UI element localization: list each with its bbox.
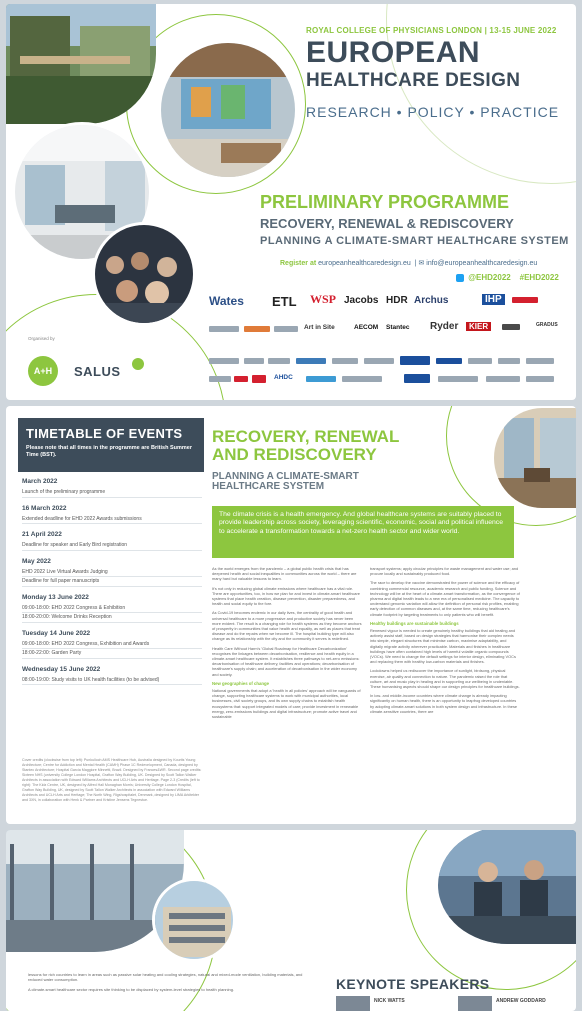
paragraph: The race to develop the vaccine demonstrated the power of science and the efficacy of combining commercial resource, academic research and public funding. Science and technology will be at the heart of a climate-smart transformation, as the convergence of pharma and digital health leads to a new era of personalised medicine. The capacity to understand genomic variation will allow the definition of personal risk profiles, enabling early detection of common diseases and, at the same time, reducing healthcare's climate footprint by targeting treatments to only patients who will benefit. <box>370 580 520 617</box>
speaker-photo <box>458 996 492 1011</box>
subtitle: RESEARCH • POLICY • PRACTICE <box>306 104 560 120</box>
cover-photo-audience <box>92 222 196 326</box>
sponsor-logo-placeholder <box>486 376 520 382</box>
section-title-line1: RECOVERY, RENEWAL <box>212 427 400 446</box>
timetable-event <box>22 594 202 623</box>
paragraph: National governments that adopt a 'health in all policies' approach will be vanguards of change, supporting healthcare systems to work with municipal authorities, local businesses, civil society groups, and its own supply chains to establish health ecosystems that: support integrated models of care; provide investment in renewable energy, zero-emissions buildings and digital infrastructure; promote active travel and sustainable <box>212 688 361 720</box>
sponsor-logo-jacobs: Jacobs <box>344 295 379 306</box>
sponsor-logo-stantec: Stantec <box>386 324 410 331</box>
article-callout: The climate crisis is a health emergency. And global healthcare systems are suitably placed to provide leadership across society, leveraging scientific, economic, social and political influence to accelerate a transformation towards a net-zero health sector and wider world. <box>212 506 514 558</box>
timetable-title: TIMETABLE OF EVENTS <box>26 426 183 441</box>
section-title <box>212 428 399 464</box>
title-line2: HEALTHCARE DESIGN <box>306 70 521 91</box>
subheading: New geographies of change <box>212 680 270 686</box>
sponsor-logo-wsp: WSP <box>310 292 337 306</box>
sponsor-logo-kier: KIER <box>466 322 491 331</box>
event-date: Monday 13 June 2022 <box>22 593 89 601</box>
sponsor-logo-placeholder <box>438 376 478 382</box>
event-date: 16 March 2022 <box>22 504 67 512</box>
paragraph: Renewed vigour is needed to create genuinely healthy buildings that aid healing and actively assist staff, based on design strategies that harmonise their complex needs into simple, elegant structures that minimise carbon, maximise adaptability, and digitally migrate activity wherever practicable. Materials and finishes in healthcare buildings have often contained high levels of harmful volatile organic compounds (VOCs). We need to change the default settings for interior design, eliminating VOCs and replacing them with healthy low-carbon materials and finishes. <box>370 628 516 665</box>
event-line: Launch of the preliminary programme <box>22 489 202 498</box>
timetable-event <box>22 630 202 659</box>
event-line: Deadline for speaker and Early Bird registration <box>22 542 202 551</box>
sponsor-logo-placeholder <box>244 358 264 364</box>
cover-page <box>6 4 576 400</box>
sponsor-logo-placeholder <box>526 358 554 364</box>
sponsor-logo-ryder: Ryder <box>430 321 459 332</box>
register-email[interactable]: info@europeanhealthcaredesign.eu <box>426 260 538 267</box>
hashtag[interactable]: #EHD2022 <box>519 273 559 282</box>
sponsor-logo-placeholder <box>342 376 382 382</box>
sponsor-logo-placeholder <box>209 326 239 332</box>
paragraph: Lockdowns helped us rediscover the importance of sunlight, birdsong, physical exercise, air quality and connection to nature. The pandemic raised the role that culture, art and music play in healing and in supporting our wellbeing in undeniable. These humanising aspects should shape our design principles for healthcare buildings. <box>370 668 520 690</box>
sponsor-logo-aecom: AECOM <box>354 324 379 331</box>
theme-heading: RECOVERY, RENEWAL & REDISCOVERY <box>260 216 514 231</box>
keynote-photo-panel <box>438 830 576 944</box>
sponsor-logo-archus: Archus <box>414 295 449 306</box>
sponsor-logo-placeholder <box>234 376 248 382</box>
section-subtitle-line2: HEALTHCARE SYSTEM <box>212 481 325 492</box>
sponsor-logo-placeholder <box>296 358 326 364</box>
paragraph: As Covid-19 becomes endemic in our daily lives, the centrality of good health and universal healthcare to a more progressive and productive society has never been more evident. The result is a changing role for health systems as they become anchors of prosperity in communities that value health and equality, as well as places that treat disease and do the repairs when we become ill. The hospital building type will also change as its relationship with the city and the community it serves is redefined. <box>212 610 362 642</box>
sponsor-logo-placeholder <box>268 358 290 364</box>
keynote-page <box>6 830 576 1011</box>
timetable-page <box>6 406 576 824</box>
timetable-event <box>22 505 202 525</box>
event-date: Wednesday 15 June 2022 <box>22 665 101 673</box>
subheading: Healthy buildings are sustainable buildings <box>370 620 459 626</box>
sponsor-logo-placeholder <box>252 375 266 383</box>
keynote-photo-building <box>152 878 236 962</box>
sponsor-logo-placeholder <box>332 358 358 364</box>
sponsor-logo-placeholder <box>502 324 520 330</box>
paragraph: It's not only in reducing global climate emissions where healthcare has a vital role. There are opportunities, too, in how we plan for and invest in climate-smart healthcare systems that place health creation, disease prevention, disaster preparedness, and health and social equity to the fore. <box>212 585 360 607</box>
event-line: 09:00-18:00: EHD 2022 Congress, Exhibition and Awards <box>22 641 202 650</box>
speaker-name-2: ANDREW GODDARD <box>496 998 546 1004</box>
article-continuation <box>28 972 308 992</box>
salus-mark-icon <box>132 358 144 370</box>
timetable-list <box>22 478 202 692</box>
register-url[interactable]: europeanhealthcaredesign.eu <box>318 260 411 267</box>
sponsor-logo-placeholder <box>274 326 298 332</box>
sponsor-logo-artinsite: Art in Site <box>304 324 335 331</box>
sponsor-logo-placeholder <box>209 376 231 382</box>
article-column-2 <box>370 566 520 718</box>
event-line: 18:00-20:00: Welcome Drinks Reception <box>22 614 202 623</box>
timetable-note: Please note that all times in the programme are British Summer Time (BST). <box>26 445 192 458</box>
section-title-line2: AND REDISCOVERY <box>212 445 377 464</box>
sponsor-logo-placeholder <box>468 358 492 364</box>
sponsor-logo-placeholder <box>209 358 239 364</box>
sponsor-logo-placeholder <box>400 356 430 365</box>
speaker-name-1: NICK WATTS <box>374 998 405 1004</box>
sponsor-logo-hdr: HDR <box>386 295 408 306</box>
event-line: 18:00-22:00: Garden Party <box>22 650 202 659</box>
twitter-handle[interactable]: @EHD2022 <box>468 273 511 282</box>
register-prefix: Register at <box>280 260 317 267</box>
paragraph: Health Care Without Harm's 'Global Roadmap for Healthcare Decarbonization' recognises the linkages between decarbonisation, resilience and health equity in a climate-smart healthcare system. It establishes three pathways to net-zero emissions: decarbonisation of healthcare delivery, facilities and operations; decarbonisation of healthcare's supply chain; and acceleration of decarbonisation in the wider economy and society. <box>212 645 360 677</box>
paragraph: A climate-smart healthcare sector requires site thinking to be displaced by system-level strategies to health planning. <box>28 986 235 992</box>
event-line: 08:00-19:00: Study visits to UK health facilities (to be advised) <box>22 677 202 686</box>
organised-by-label: Organised by <box>28 336 55 341</box>
keynote-title: KEYNOTE SPEAKERS <box>336 976 490 992</box>
sponsor-logo-gradus: GRADUS <box>536 322 558 328</box>
sponsor-logo-placeholder <box>244 326 270 332</box>
event-date: May 2022 <box>22 557 51 565</box>
event-line: 09:00-18:00: EHD 2022 Congress & Exhibition <box>22 605 202 614</box>
event-date: Tuesday 14 June 2022 <box>22 629 91 637</box>
sponsor-logo-wates: Wates <box>209 294 244 308</box>
sponsor-logo-ahdc: AHDC <box>274 374 293 381</box>
event-date: 21 April 2022 <box>22 531 62 538</box>
timetable-event <box>22 558 202 587</box>
programme-heading: PRELIMINARY PROGRAMME <box>260 192 510 212</box>
event-line: EHD 2022 Live Virtual Awards Judging <box>22 569 202 578</box>
speaker-photo <box>336 996 370 1011</box>
register-line: Register at europeanhealthcaredesign.eu | ✉ info@europeanhealthcaredesign.eu <box>280 260 538 267</box>
event-line: Deadline for full paper manuscripts <box>22 578 202 587</box>
venue-dates: ROYAL COLLEGE OF PHYSICIANS LONDON | 13-15 JUNE 2022 <box>306 26 557 35</box>
email-icon: ✉ <box>418 260 425 267</box>
sponsor-logo-etl: ETL <box>272 294 297 309</box>
organiser-logo-ah: A+H <box>28 356 58 386</box>
sponsor-logo-placeholder <box>436 358 462 364</box>
photo-credits: Cover credits (clockwise from top left): Punkulloch AMS Healthcare Hub, Australia designed by Kourtis Young Architecture; Centre for Addiction and Mental Health (CAMH) Phase 1C Redevelopment, Canada, designed by Stantec Architecture; Hospital Garcia Maggiore Minnetti, Brazil. Designed by Frances&WR. Second page credits: Sixteen NHS (university College London Hospital, Grafton Way Building, UK. Designed by Scott Tallon Walker Architects in association with Edward Williams Architects and UCLH Arts and Heritage. Page 2-3 (Credits (left to right): The Kidz Centre, UK, designed by Alfred Hall Monaghan Morris; University College London Hospital, Grafton Way Building, UK, designed by Scott Tallon Walker Architects in association with Edward Williams Architects and UCLH Arts and Heritage; The North Wing, Rigshospitalet, Denmark, designed by LIMA Arkitekter and 3XN, in collaboration with Henk & Partner and Kristine Jensens Tegnestue. <box>22 758 202 802</box>
twitter-icon <box>456 274 464 282</box>
title-line1: EUROPEAN <box>306 36 481 69</box>
theme-subheading: PLANNING A CLIMATE-SMART HEALTHCARE SYSTEM <box>260 235 569 247</box>
sponsor-logo-placeholder <box>526 376 554 382</box>
paragraph: lessons for rich countries to learn in areas such as passive solar heating and cooling strategies, natural and mixed-mode ventilation, building materials, and reduced water consumption. <box>28 972 303 983</box>
timetable-event <box>22 666 202 686</box>
timetable-event <box>22 478 202 498</box>
sponsor-logo-placeholder <box>498 358 520 364</box>
sponsor-logo-placeholder <box>306 376 336 382</box>
social-handles <box>456 273 559 282</box>
organiser-logo-salus: SALUS <box>74 364 121 379</box>
timetable-event <box>22 531 202 551</box>
sponsor-logo-placeholder <box>364 358 394 364</box>
event-date: March 2022 <box>22 478 58 485</box>
section-subtitle-line1: PLANNING A CLIMATE-SMART <box>212 471 359 482</box>
event-line: Extended deadline for EHD 2022 Awards submissions <box>22 516 202 525</box>
paragraph: transport systems; apply circular principles for waste management and water use; and procure locally and sustainably produced food. <box>370 566 519 577</box>
sponsor-logo-ihp: IHP <box>482 294 505 305</box>
section-subtitle <box>212 472 359 492</box>
paragraph: In low- and middle-income countries where climate change is already impacting significantly on human health, there is an opportunity to leapfrog developed countries by adopting climate-smart solutions in both system design and infrastructure. In these climate-sensitive countries, there are <box>370 693 518 714</box>
paragraph: As the world emerges from the pandemic – a global public health crisis that has deepened health and social inequalities in communities across the world – there are many hard but valuable lessons to learn. <box>212 566 357 582</box>
timetable-header <box>18 418 204 472</box>
article-column-1 <box>212 566 362 723</box>
cover-photo-atrium <box>158 40 298 180</box>
sponsor-logo-partner <box>512 297 538 303</box>
sponsor-logo-placeholder <box>404 374 430 383</box>
